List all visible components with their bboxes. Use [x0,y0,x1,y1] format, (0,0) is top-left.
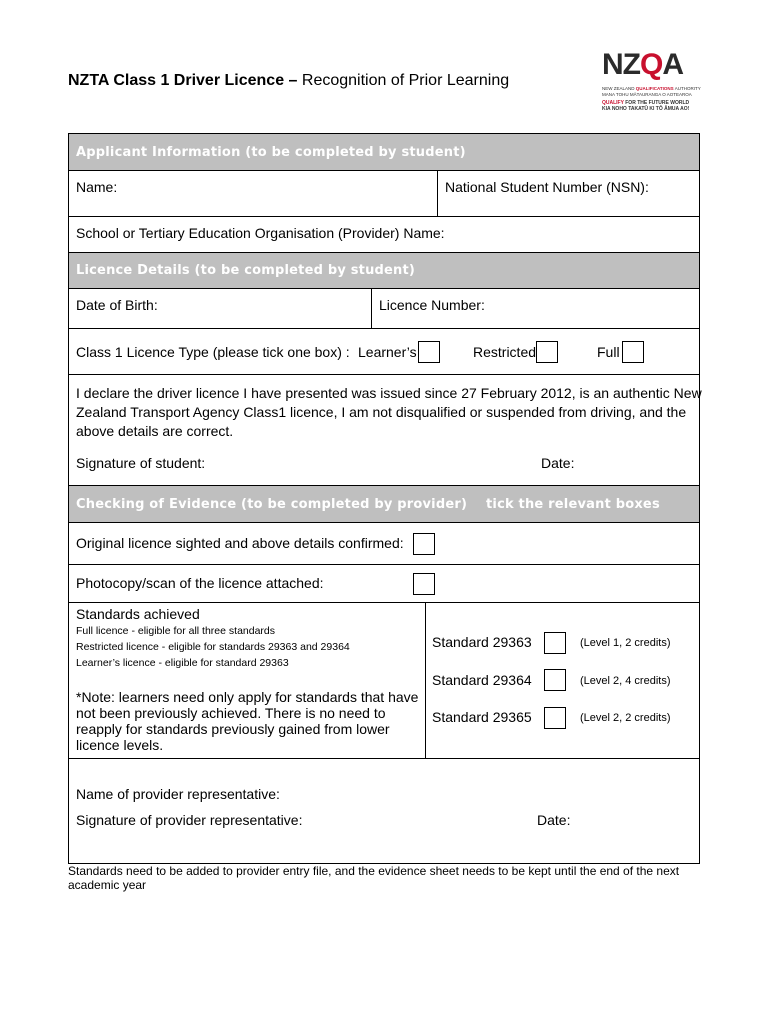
licence-heading-text: Licence Details (to be completed by student) [76,263,416,278]
rep-name-label[interactable]: Name of provider representative: [76,786,280,802]
standards-checklist [425,603,699,758]
full-label: Full [597,344,620,360]
note-line4: licence levels. [76,737,164,753]
licence-number-field[interactable] [371,289,699,328]
full-checkbox[interactable] [622,341,644,363]
logo-tag2: KIA NOHO TAKATŪ KI TŌ ĀMUA AO! [602,106,690,112]
standard-29363-detail: (Level 1, 2 credits) [580,637,671,649]
title-regular: Recognition of Prior Learning [297,72,510,89]
title-bold: NZTA Class 1 Driver Licence – [68,72,298,89]
name-label: Name: [76,179,118,195]
declaration-line2: Zealand Transport Agency Class1 licence, I am not disqualified or suspended from driving, and the [76,404,687,420]
licence-number-label: Licence Number: [379,297,485,313]
standards-line1: Full licence - eligible for all three standards [76,625,276,637]
note-line2: not been previously achieved. There is no need to [76,705,386,721]
sighted-label: Original licence sighted and above details confirmed: [76,535,404,551]
nzqa-logo [602,50,702,122]
photocopy-label: Photocopy/scan of the licence attached: [76,575,324,591]
nsn-field[interactable] [437,171,699,216]
photocopy-row [69,565,699,603]
standard-29364-checkbox[interactable] [544,669,566,691]
standard-29364-detail: (Level 2, 4 credits) [580,675,671,687]
provider-name-label: School or Tertiary Education Organisation (Provider) Name: [76,225,445,241]
declaration-line1: I declare the driver licence I have presented was issued since 27 February 2012, is an authentic New [76,385,702,401]
standard-29364-label: Standard 29364 [432,672,532,688]
standard-29365-checkbox[interactable] [544,707,566,729]
restricted-checkbox[interactable] [536,341,558,363]
licence-type-row [69,329,699,375]
rpl-form [68,133,700,864]
logo-q: Q [640,48,663,81]
student-signature-label[interactable]: Signature of student: [76,455,206,471]
dob-licence-row [69,289,699,329]
student-date-label[interactable]: Date: [541,455,575,471]
logo-wordmark [602,50,702,80]
restricted-label: Restricted [473,344,537,360]
logo-tagline [602,100,702,112]
standards-row [69,603,699,759]
applicant-heading-text: Applicant Information (to be completed by student) [76,144,466,160]
declaration-text [76,384,702,441]
declaration-block [69,375,702,486]
logo-line1-c: AUTHORITY [673,86,701,91]
rep-date-label[interactable]: Date: [537,812,571,828]
sighted-row [69,523,699,565]
logo-line1-a: NEW ZEALAND [602,86,636,91]
learners-checkbox[interactable] [418,341,440,363]
name-field[interactable] [69,171,437,216]
name-row [69,171,699,217]
sighted-checkbox[interactable] [413,533,435,555]
logo-a: A [662,48,684,81]
declaration-line3: above details are correct. [76,423,234,439]
logo-nz: NZ [602,48,640,81]
logo-tag1-b: FOR THE FUTURE WORLD [623,100,690,106]
standards-note [76,689,418,753]
nsn-label: National Student Number (NSN): [445,179,649,195]
provider-rep-block [69,759,699,863]
standards-line3: Learner’s licence - eligible for standard 29363 [76,657,289,669]
standard-29363-checkbox[interactable] [544,632,566,654]
logo-line1-b: QUALIFICATIONS [635,86,674,91]
logo-subtitle [602,86,702,97]
standard-29365-label: Standard 29365 [432,709,532,725]
standard-29365-detail: (Level 2, 2 credits) [580,712,671,724]
evidence-heading [69,486,699,523]
licence-type-label: Class 1 Licence Type (please tick one box) : [76,344,350,360]
standards-line2: Restricted licence - eligible for standards 29363 and 29364 [76,641,350,653]
licence-heading [69,253,699,289]
note-line1: *Note: learners need only apply for standards that have [76,689,419,705]
provider-name-field[interactable] [69,217,699,253]
footer-note: Standards need to be added to provider entry file, and the evidence sheet needs to be kept until the end of the next academic year [68,864,680,892]
standards-title: Standards achieved [76,606,200,622]
dob-field[interactable] [69,289,371,328]
dob-label: Date of Birth: [76,297,158,313]
standard-29363-label: Standard 29363 [432,634,532,650]
logo-line2: MANA TOHU MĀTAURANGA O AOTEAROA [602,91,692,97]
note-line3: reapply for standards previously gained from lower [76,721,390,737]
applicant-heading [69,134,699,171]
photocopy-checkbox[interactable] [413,573,435,595]
learners-label: Learner’s [358,344,417,360]
logo-tag1-a: QUALIFY [602,100,624,106]
evidence-heading-text: Checking of Evidence (to be completed by provider) tick the relevant boxes [76,496,660,512]
rep-signature-label[interactable]: Signature of provider representative: [76,812,303,828]
standards-info [69,603,425,758]
page-title [68,72,509,90]
